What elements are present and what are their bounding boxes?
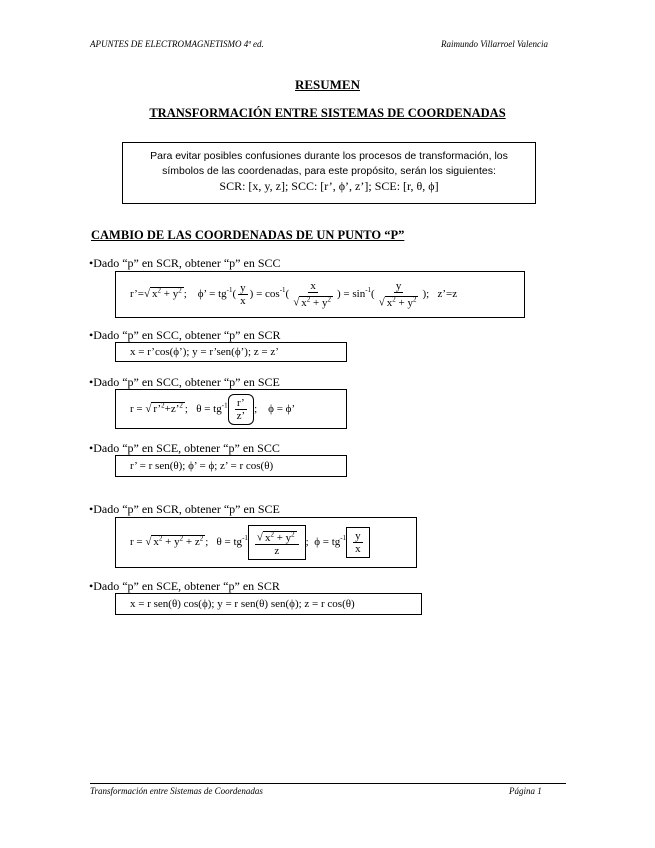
intro-line-3: SCR: [x, y, z]; SCC: [r’, ϕ’, z’]; SCE: [r, θ, ϕ] [219,179,439,193]
formula-box-sce-scc [115,455,347,477]
page-subtitle: TRANSFORMACIÓN ENTRE SISTEMAS DE COORDENADAS [149,106,506,120]
item-label-scr-scc: •Dado “p” en SCR, obtener “p” en SCC [89,256,281,270]
section-title: CAMBIO DE LAS COORDENADAS DE UN PUNTO “P” [91,228,405,242]
intro-line-2: símbolos de las coordenadas, para este propósito, serán los siguientes: [162,165,496,177]
formula-scc-sce: r = √ r’$^2$+z’$^2$ ; $\theta = tg^{-1}$ $\frac{r’}{z’}$ ; ϕ = ϕ’ [130,394,295,425]
formula-scc-scr: x = r’cos(ϕ’); y = r’sen(ϕ’); z = z’ [130,346,279,358]
formula-box-scc-sce [115,389,347,429]
item-label-scc-sce: •Dado “p” en SCC, obtener “p” en SCE [89,375,280,389]
formula-box-scr-sce [115,517,417,568]
header-left: APUNTES DE ELECTROMAGNETISMO 4ª ed. [90,39,264,49]
formula-sce-scc: r’ = r sen(θ); ϕ’ = ϕ; z’ = r cos(θ) [130,460,274,472]
formula-box-scc-scr [115,342,347,362]
footer-left: Transformación entre Sistemas de Coordenadas [90,786,263,796]
page-title: RESUMEN [294,77,360,92]
intro-line-1: Para evitar posibles confusiones durante los procesos de transformación, los [150,150,508,162]
formula-sce-scr: x = r sen(θ) cos(ϕ); y = r sen(θ) sen(ϕ); z = r cos(θ) [130,598,355,610]
intro-box [122,142,536,204]
item-label-scc-scr: •Dado “p” en SCC, obtener “p” en SCR [89,328,281,342]
formula-box-scr-scc [115,271,525,318]
formula-box-sce-scr [115,593,422,615]
header-right: Raimundo Villarroel Valencia [441,39,548,49]
item-label-scr-sce: •Dado “p” en SCR, obtener “p” en SCE [89,502,280,516]
item-label-sce-scr: •Dado “p” en SCE, obtener “p” en SCR [89,579,280,593]
footer-page-number: Página 1 [509,786,542,796]
formula-scr-sce: r = √ $x^2 + y^2 + z^2$ ; $\theta = tg^{-1}$ $\frac{√ x^2 + y^2}{z}$ ; $\phi = tg^{-1}$ $\frac{y}{x}$ [130,525,370,560]
item-label-sce-scc: •Dado “p” en SCE, obtener “p” en SCC [89,441,280,455]
footer-divider [90,783,566,784]
formula-scr-scc: r’=√ $x^2 + y^2$ ; ϕ’ = $tg^{-1}$( $\frac{y}{x}$ ) = $\cos^{-1}$( $\frac{x}{√ x^2 + y^2}$ ) = $\sin^{-1}$( $\frac{y}{√ x^2 + y^2}$ ); z’=z [130,280,458,309]
